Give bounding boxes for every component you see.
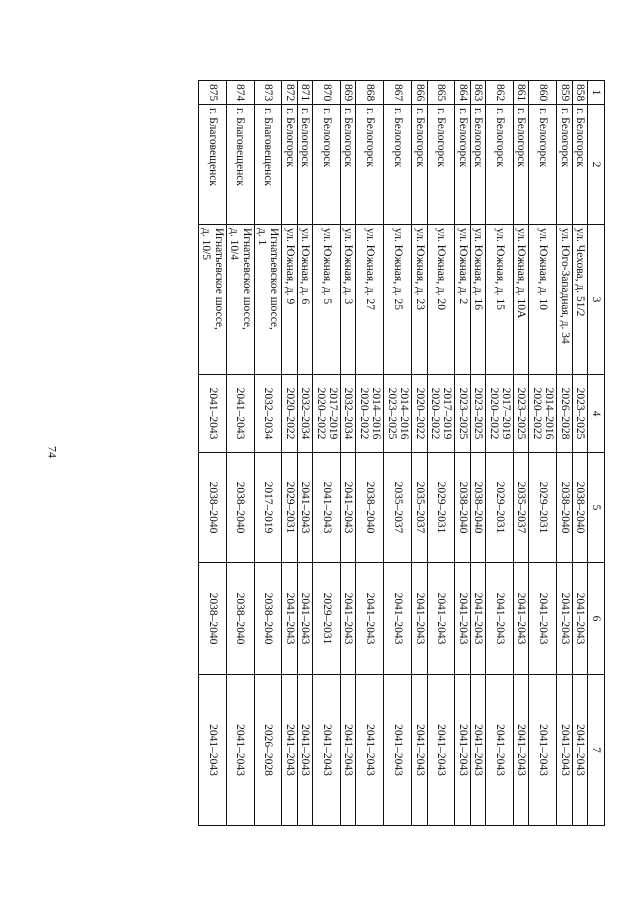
period-col4-cell: 2017–2019 2020–2022 bbox=[486, 375, 514, 453]
address-cell: ул. Южная, д. 5 bbox=[313, 225, 341, 375]
table-row bbox=[226, 81, 254, 826]
period-col5-cell: 2035–2037 bbox=[412, 453, 427, 563]
period-col7-cell: 2026–2028 bbox=[254, 675, 282, 826]
period-col4-cell: 2014–2016 2023–2025 bbox=[384, 375, 412, 453]
period-col6-cell: 2038–2040 bbox=[199, 563, 227, 675]
table-row bbox=[427, 81, 455, 826]
row-number-cell: 875 bbox=[199, 81, 227, 105]
address-cell: ул. Южная, д. 10 bbox=[529, 225, 557, 375]
period-col5-cell: 2038–2040 bbox=[455, 453, 470, 563]
city-cell: г. Белогорск bbox=[529, 105, 557, 225]
period-col5-cell: 2038–2040 bbox=[572, 453, 587, 563]
period-col5-cell: 2041–2043 bbox=[313, 453, 341, 563]
period-col6-cell: 2038–2040 bbox=[226, 563, 254, 675]
table-row bbox=[297, 81, 312, 826]
city-cell: г. Белогорск bbox=[341, 105, 356, 225]
period-col6-cell: 2041–2043 bbox=[412, 563, 427, 675]
table-row bbox=[513, 81, 528, 826]
column-header: 6 bbox=[588, 563, 605, 675]
column-header: 2 bbox=[588, 105, 605, 225]
row-number-cell: 860 bbox=[529, 81, 557, 105]
period-col5-cell: 2035–2037 bbox=[513, 453, 528, 563]
period-col4-cell: 2023–2025 bbox=[572, 375, 587, 453]
table-row bbox=[470, 81, 485, 826]
period-col6-cell: 2041–2043 bbox=[557, 563, 572, 675]
row-number-cell: 870 bbox=[313, 81, 341, 105]
period-col4-cell: 2017–2019 2020–2022 bbox=[427, 375, 455, 453]
period-col6-cell: 2041–2043 bbox=[297, 563, 312, 675]
period-col4-cell: 2041–2043 bbox=[199, 375, 227, 453]
period-col5-cell: 2041–2043 bbox=[297, 453, 312, 563]
period-col5-cell: 2038–2040 bbox=[199, 453, 227, 563]
period-col7-cell: 2041–2043 bbox=[529, 675, 557, 826]
address-cell: Игнатьевское шоссе, д. 1 bbox=[254, 225, 282, 375]
table-row bbox=[282, 81, 297, 826]
city-cell: г. Белогорск bbox=[297, 105, 312, 225]
period-col4-cell: 2017–2019 2020–2022 bbox=[313, 375, 341, 453]
period-col4-cell: 2032–2034 bbox=[297, 375, 312, 453]
table-row bbox=[486, 81, 514, 826]
address-cell: ул. Южная, д. 23 bbox=[412, 225, 427, 375]
column-header: 5 bbox=[588, 453, 605, 563]
period-col7-cell: 2041–2043 bbox=[384, 675, 412, 826]
city-cell: г. Белогорск bbox=[313, 105, 341, 225]
row-number-cell: 868 bbox=[356, 81, 384, 105]
period-col7-cell: 2041–2043 bbox=[470, 675, 485, 826]
city-cell: г. Белогорск bbox=[513, 105, 528, 225]
period-col6-cell: 2041–2043 bbox=[486, 563, 514, 675]
row-number-cell: 873 bbox=[254, 81, 282, 105]
city-cell: г. Белогорск bbox=[486, 105, 514, 225]
period-col5-cell: 2017–2019 bbox=[254, 453, 282, 563]
table-row bbox=[455, 81, 470, 826]
city-cell: г. Белогорск bbox=[455, 105, 470, 225]
row-number-cell: 874 bbox=[226, 81, 254, 105]
period-col5-cell: 2041–2043 bbox=[341, 453, 356, 563]
period-col6-cell: 2041–2043 bbox=[384, 563, 412, 675]
period-col7-cell: 2041–2043 bbox=[557, 675, 572, 826]
column-header: 1 bbox=[588, 81, 605, 105]
period-col6-cell: 2041–2043 bbox=[282, 563, 297, 675]
address-cell: ул. Южная, д. 25 bbox=[384, 225, 412, 375]
table-row bbox=[572, 81, 587, 826]
period-col7-cell: 2041–2043 bbox=[199, 675, 227, 826]
row-number-cell: 864 bbox=[455, 81, 470, 105]
row-number-cell: 865 bbox=[427, 81, 455, 105]
address-cell: ул. Южная, д. 2 bbox=[455, 225, 470, 375]
address-cell: ул. Южная, д. 9 bbox=[282, 225, 297, 375]
period-col7-cell: 2041–2043 bbox=[427, 675, 455, 826]
table-row bbox=[341, 81, 356, 826]
city-cell: г. Благовещенск bbox=[199, 105, 227, 225]
period-col5-cell: 2038–2040 bbox=[470, 453, 485, 563]
column-header: 7 bbox=[588, 675, 605, 826]
period-col6-cell: 2041–2043 bbox=[513, 563, 528, 675]
row-number-cell: 862 bbox=[486, 81, 514, 105]
period-col6-cell: 2029–2031 bbox=[313, 563, 341, 675]
period-col7-cell: 2041–2043 bbox=[412, 675, 427, 826]
period-col6-cell: 2041–2043 bbox=[427, 563, 455, 675]
row-number-cell: 867 bbox=[384, 81, 412, 105]
address-cell: ул. Чехова, д. 51/2 bbox=[572, 225, 587, 375]
table-row bbox=[199, 81, 227, 826]
period-col7-cell: 2041–2043 bbox=[513, 675, 528, 826]
table-container bbox=[100, 80, 605, 825]
city-cell: г. Белогорск bbox=[384, 105, 412, 225]
period-col5-cell: 2029–2031 bbox=[486, 453, 514, 563]
period-col4-cell: 2020–2022 bbox=[282, 375, 297, 453]
period-col4-cell: 2023–2025 bbox=[470, 375, 485, 453]
period-col5-cell: 2038–2040 bbox=[226, 453, 254, 563]
address-cell: ул. Южная, д. 6 bbox=[297, 225, 312, 375]
city-cell: г. Белогорск bbox=[470, 105, 485, 225]
period-col6-cell: 2041–2043 bbox=[572, 563, 587, 675]
address-cell: ул. Южная, д. 27 bbox=[356, 225, 384, 375]
column-header: 4 bbox=[588, 375, 605, 453]
period-col5-cell: 2038–2040 bbox=[557, 453, 572, 563]
period-col5-cell: 2035–2037 bbox=[384, 453, 412, 563]
schedule-table bbox=[198, 80, 605, 826]
period-col4-cell: 2014–2016 2020–2022 bbox=[529, 375, 557, 453]
period-col5-cell: 2038–2040 bbox=[356, 453, 384, 563]
period-col7-cell: 2041–2043 bbox=[486, 675, 514, 826]
period-col7-cell: 2041–2043 bbox=[341, 675, 356, 826]
address-cell: ул. Южная, д. 20 bbox=[427, 225, 455, 375]
page-number: 74 bbox=[45, 446, 60, 458]
period-col4-cell: 2032–2034 bbox=[341, 375, 356, 453]
address-cell: ул. Южная, д. 15 bbox=[486, 225, 514, 375]
address-cell: ул. Южная, д. 16 bbox=[470, 225, 485, 375]
table-row bbox=[384, 81, 412, 826]
table-row bbox=[412, 81, 427, 826]
period-col4-cell: 2041–2043 bbox=[226, 375, 254, 453]
period-col7-cell: 2041–2043 bbox=[226, 675, 254, 826]
table-row bbox=[313, 81, 341, 826]
address-cell: Игнатьевское шоссе, д. 10/5 bbox=[199, 225, 227, 375]
period-col7-cell: 2041–2043 bbox=[297, 675, 312, 826]
period-col4-cell: 2026–2028 bbox=[557, 375, 572, 453]
period-col4-cell: 2032–2034 bbox=[254, 375, 282, 453]
period-col7-cell: 2041–2043 bbox=[572, 675, 587, 826]
row-number-cell: 861 bbox=[513, 81, 528, 105]
period-col5-cell: 2029–2031 bbox=[529, 453, 557, 563]
row-number-cell: 871 bbox=[297, 81, 312, 105]
period-col6-cell: 2041–2043 bbox=[455, 563, 470, 675]
period-col6-cell: 2038–2040 bbox=[254, 563, 282, 675]
period-col7-cell: 2041–2043 bbox=[356, 675, 384, 826]
address-cell: ул. Южная, д. 10А bbox=[513, 225, 528, 375]
period-col4-cell: 2014–2016 2020–2022 bbox=[356, 375, 384, 453]
period-col5-cell: 2029–2031 bbox=[282, 453, 297, 563]
row-number-cell: 863 bbox=[470, 81, 485, 105]
address-cell: ул. Юго-Западная, д. 34 bbox=[557, 225, 572, 375]
period-col7-cell: 2041–2043 bbox=[313, 675, 341, 826]
period-col4-cell: 2023–2025 bbox=[455, 375, 470, 453]
table-header-row bbox=[588, 81, 605, 826]
city-cell: г. Белогорск bbox=[412, 105, 427, 225]
table-row bbox=[557, 81, 572, 826]
city-cell: г. Благовещенск bbox=[254, 105, 282, 225]
period-col6-cell: 2041–2043 bbox=[529, 563, 557, 675]
period-col6-cell: 2041–2043 bbox=[356, 563, 384, 675]
period-col4-cell: 2023–2025 bbox=[513, 375, 528, 453]
address-cell: ул. Южная, д. 3 bbox=[341, 225, 356, 375]
city-cell: г. Белогорск bbox=[557, 105, 572, 225]
period-col5-cell: 2029–2031 bbox=[427, 453, 455, 563]
period-col4-cell: 2020–2022 bbox=[412, 375, 427, 453]
row-number-cell: 858 bbox=[572, 81, 587, 105]
row-number-cell: 869 bbox=[341, 81, 356, 105]
city-cell: г. Белогорск bbox=[356, 105, 384, 225]
city-cell: г. Благовещенск bbox=[226, 105, 254, 225]
row-number-cell: 866 bbox=[412, 81, 427, 105]
table-row bbox=[529, 81, 557, 826]
column-header: 3 bbox=[588, 225, 605, 375]
table-row bbox=[356, 81, 384, 826]
city-cell: г. Белогорск bbox=[427, 105, 455, 225]
address-cell: Игнатьевское шоссе, д. 10/4 bbox=[226, 225, 254, 375]
period-col6-cell: 2041–2043 bbox=[341, 563, 356, 675]
period-col7-cell: 2041–2043 bbox=[282, 675, 297, 826]
row-number-cell: 859 bbox=[557, 81, 572, 105]
period-col6-cell: 2041–2043 bbox=[470, 563, 485, 675]
row-number-cell: 872 bbox=[282, 81, 297, 105]
city-cell: г. Белогорск bbox=[572, 105, 587, 225]
period-col7-cell: 2041–2043 bbox=[455, 675, 470, 826]
table-row bbox=[254, 81, 282, 826]
city-cell: г. Белогорск bbox=[282, 105, 297, 225]
